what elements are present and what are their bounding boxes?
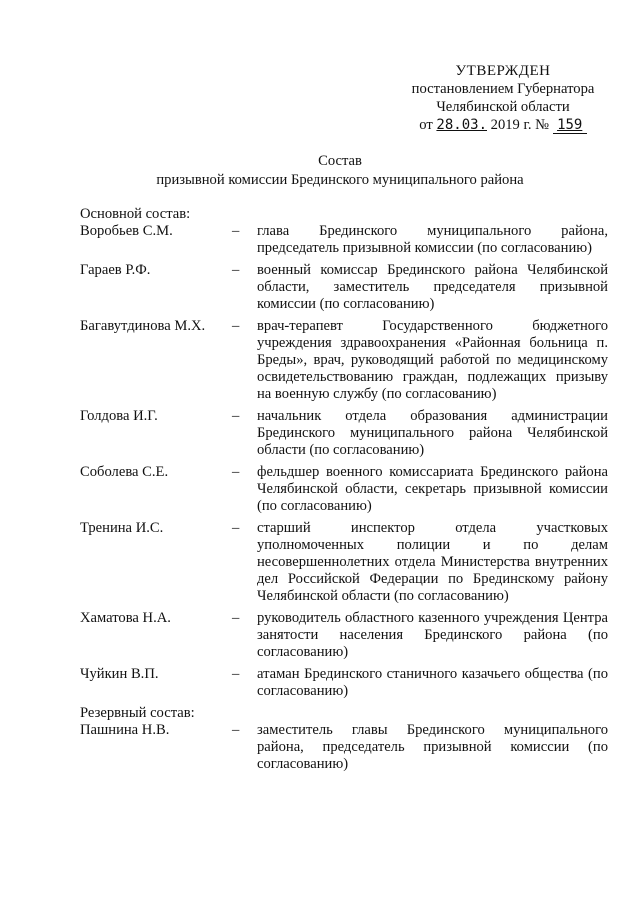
member-role: руководитель областного казенного учреждения Центра занятости населения Брединского района (по согласованию)	[257, 610, 608, 660]
approval-from: от	[419, 117, 433, 133]
member-dash: –	[232, 722, 240, 738]
member-name: Тренина И.С.	[80, 520, 164, 536]
member-role: фельдшер военного комиссариата Брединского района Челябинской области, секретарь призывной комиссии (по согласованию)	[257, 464, 608, 514]
approval-line-region: Челябинской области	[436, 99, 570, 115]
member-row	[80, 223, 608, 257]
member-role: заместитель главы Брединского муниципального района, председатель призывной комиссии (по согласованию)	[257, 722, 608, 772]
approval-year: 2019 г. №	[490, 117, 550, 133]
title-line-1: Состав	[318, 153, 362, 169]
member-role: врач-терапевт Государственного бюджетного учреждения здравоохранения «Районная больница п. Бреды», врач, руководящий работой по медицинскому освидетельствованию граждан, подлежащих призыву на военную службу (по согласованию)	[257, 318, 608, 402]
approval-number: 159	[553, 118, 587, 134]
member-role: военный комиссар Брединского района Челябинской области, заместитель председателя призывной комиссии (по согласованию)	[257, 262, 608, 312]
member-dash: –	[232, 666, 240, 682]
document-title	[60, 152, 620, 190]
member-row	[80, 464, 608, 515]
commission-roster	[80, 206, 608, 778]
approval-line-date	[380, 116, 626, 134]
approval-line-decree: постановлением Губернатора	[411, 81, 595, 97]
member-name: Голдова И.Г.	[80, 408, 158, 424]
member-row	[80, 722, 608, 773]
member-role: глава Брединского муниципального района, председатель призывной комиссии (по согласованию)	[257, 223, 608, 256]
member-name: Соболева С.Е.	[80, 464, 169, 480]
reserve-section-label: Резервный состав:	[80, 705, 195, 721]
member-dash: –	[232, 223, 240, 239]
member-dash: –	[232, 262, 240, 278]
approval-date: 28.03.	[436, 117, 487, 133]
approval-stamp-title: УТВЕРЖДЕН	[455, 63, 551, 79]
member-role: старший инспектор отдела участковых уполномоченных полиции и по делам несовершеннолетних отдела Министерства внутренних дел Российской Федерации по Брединскому району Челябинской области (по согласованию)	[257, 520, 608, 604]
member-dash: –	[232, 520, 240, 536]
member-dash: –	[232, 408, 240, 424]
member-row	[80, 666, 608, 700]
member-name: Пашнина Н.В.	[80, 722, 170, 738]
member-row	[80, 520, 608, 605]
main-section-label: Основной состав:	[80, 206, 191, 222]
approval-block	[380, 62, 626, 134]
member-name: Чуйкин В.П.	[80, 666, 159, 682]
member-role: начальник отдела образования администрации Брединского муниципального района Челябинской области (по согласованию)	[257, 408, 608, 458]
member-name: Воробьев С.М.	[80, 223, 173, 239]
title-line-2: призывной комиссии Брединского муниципального района	[156, 172, 524, 188]
member-role: атаман Брединского станичного казачьего общества (по согласованию)	[257, 666, 608, 699]
member-row	[80, 262, 608, 313]
member-row	[80, 610, 608, 661]
member-dash: –	[232, 464, 240, 480]
member-dash: –	[232, 318, 240, 334]
member-name: Багавутдинова М.Х.	[80, 318, 206, 334]
member-name: Гараев Р.Ф.	[80, 262, 151, 278]
member-row	[80, 318, 608, 403]
member-name: Хаматова Н.А.	[80, 610, 171, 626]
member-row	[80, 408, 608, 459]
member-dash: –	[232, 610, 240, 626]
